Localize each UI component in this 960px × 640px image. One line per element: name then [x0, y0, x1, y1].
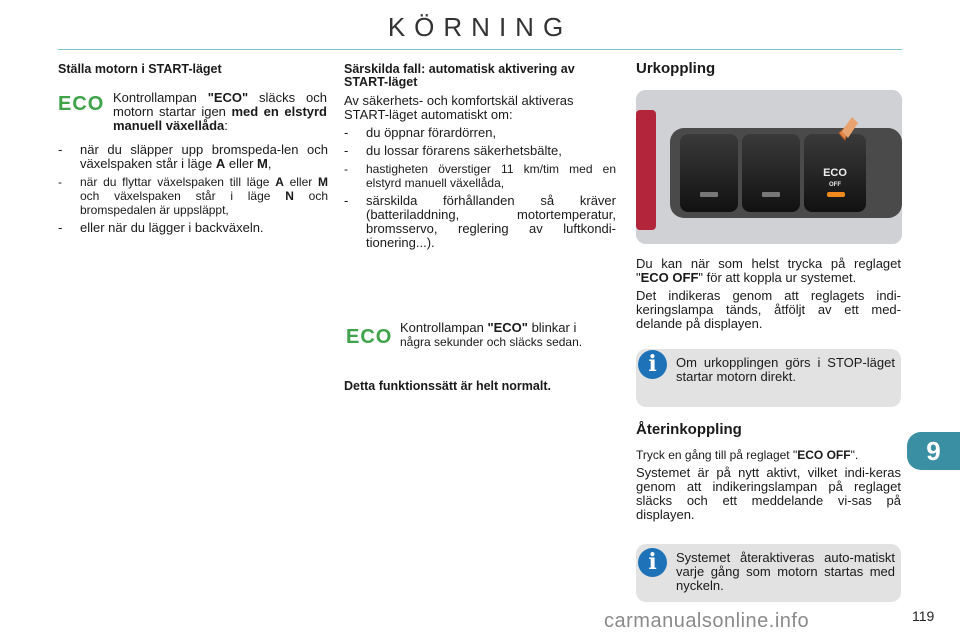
middle-list: [344, 126, 616, 250]
list-item: - du öppnar förardörren,: [344, 126, 616, 140]
middle-lamp-text: Kontrollampan "ECO" blinkar i några sekunder och släcks sedan.: [400, 320, 583, 349]
switch-eco-label: ECO: [823, 167, 847, 179]
info-icon: i: [638, 350, 667, 379]
switch-off-label: OFF: [829, 182, 841, 188]
list-item: - hastigheten överstiger 11 km/tim med en elstyrd manuell växellåda,: [344, 162, 616, 190]
middle-heading: Särskilda fall: automatisk aktivering av START-läget: [344, 62, 575, 89]
heading-aterinkoppling: Återinkoppling: [636, 421, 742, 438]
eco-indicator-icon: ECO: [58, 93, 105, 115]
chapter-tab: 9: [907, 432, 960, 470]
watermark: carmanualsonline.info: [604, 610, 810, 632]
aterinkoppling-para-2: Systemet är på nytt aktivt, vilket indi-keras genom att indikeringslampan på reglaget släcks och ett meddelande vi-sas på displayen.: [636, 465, 901, 522]
urkoppling-text: [636, 257, 901, 331]
list-item: - när du släpper upp bromspeda-len och växelspaken står i läge A eller M,: [58, 143, 328, 171]
header-divider: [58, 49, 902, 50]
urkoppling-para-1: Du kan när som helst trycka på reglaget "ECO OFF" för att koppla ur systemet.: [636, 256, 901, 285]
info-box-1: [636, 349, 901, 407]
left-list: [58, 143, 328, 235]
left-heading: Ställa motorn i START-läget: [58, 62, 222, 76]
list-item: - när du flyttar växelspaken till läge A eller M och växelspaken står i läge N och bromspedalen är uppsläppt,: [58, 175, 328, 217]
aterinkoppling-para-1: Tryck en gång till på reglaget "ECO OFF".: [636, 448, 859, 462]
list-item: - du lossar förarens säkerhetsbälte,: [344, 144, 616, 158]
info-box-2-text: Systemet återaktiveras auto-matiskt varje gång som motorn startas med nyckeln.: [676, 550, 895, 593]
urkoppling-para-2: Det indikeras genom att reglagets indi-keringslampa tänds, åtföljt av ett med-delande på displayen.: [636, 288, 901, 331]
list-item: - särskilda förhållanden så kräver (batteriladdning, motortemperatur, bromsservo, reglering av luftkondi-tionering...).: [344, 194, 616, 250]
normal-statement: Detta funktionssätt är helt normalt.: [344, 379, 551, 393]
info-box-1-text: Om urkopplingen görs i STOP-läget startar motorn direkt.: [676, 355, 895, 384]
dashboard-switch-photo: [636, 90, 902, 244]
info-icon: i: [638, 548, 667, 577]
middle-intro: Av säkerhets- och komfortskäl aktiveras START-läget automatiskt om:: [344, 93, 574, 122]
page-title: KÖRNING: [387, 12, 573, 42]
middle-column: [344, 63, 616, 254]
list-item: - eller när du lägger i backväxeln.: [58, 221, 328, 235]
left-list-wrapper: [58, 143, 328, 239]
left-column: [58, 63, 328, 76]
page-number: 119: [912, 608, 935, 624]
switch-panel-illustration: [636, 90, 902, 244]
info-box-2: [636, 544, 901, 602]
left-lamp-text: Kontrollampan "ECO" släcks och motorn startar igen med en elstyrd manuell växellåda:: [113, 90, 327, 133]
eco-indicator-icon: ECO: [346, 326, 393, 348]
heading-urkoppling: Urkoppling: [636, 60, 716, 77]
aterinkoppling-text: [636, 448, 901, 522]
